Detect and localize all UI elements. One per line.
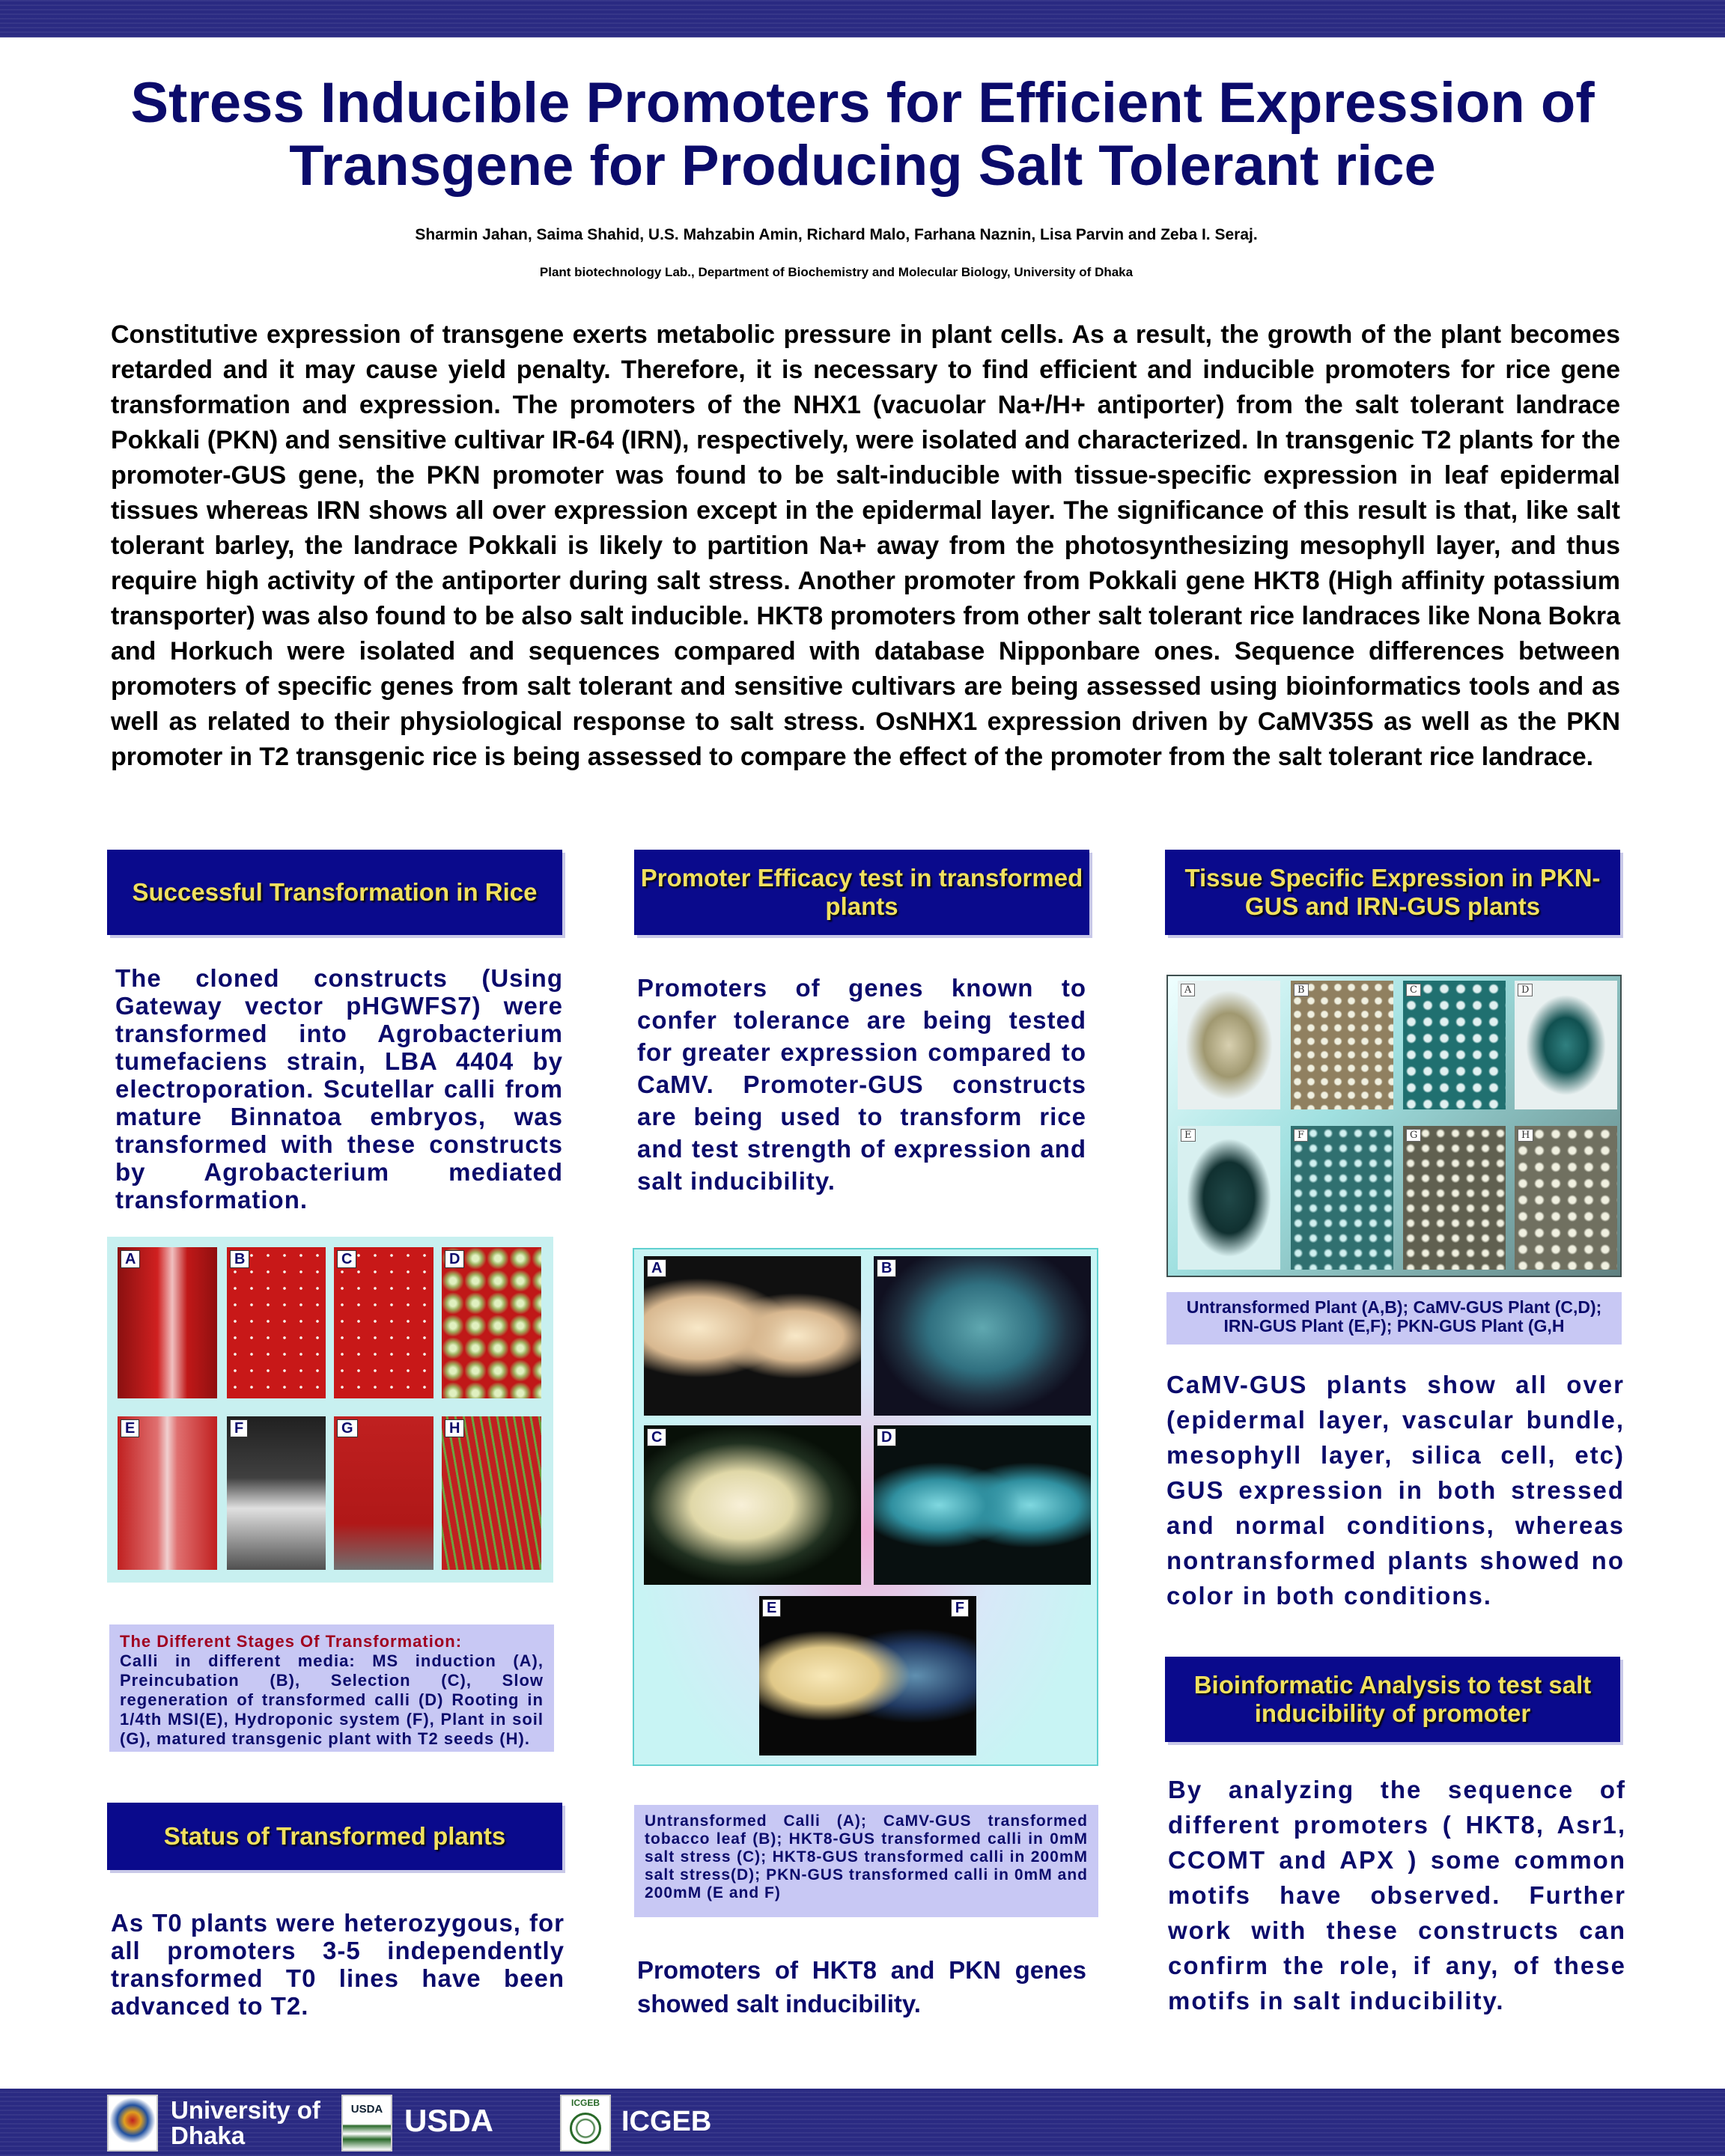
status-text: As T0 plants were heterozygous, for all promoters 3-5 independently transformed T0 lines have been advanced to T2. [111, 1909, 565, 2020]
panel-label: F [1294, 1129, 1308, 1142]
panel-label: F [230, 1419, 248, 1437]
transformation-caption [109, 1624, 554, 1752]
photo-f [227, 1416, 326, 1570]
photo-f [1291, 1126, 1393, 1270]
tissue-text: CaMV-GUS plants show all over (epidermal layer, vascular bundle, mesophyll layer, silica cell, etc) GUS expression in both stressed and normal conditions, whereas nontransformed plants showed no color in both conditions. [1166, 1371, 1625, 1610]
panel-label: G [337, 1419, 358, 1437]
panel-label: A [121, 1250, 140, 1268]
panel-label: E [762, 1599, 781, 1617]
photo-c [644, 1425, 861, 1585]
promoter-caption: Untransformed Calli (A); CaMV-GUS transformed tobacco leaf (B); HKT8-GUS transformed calli in 0mM salt stress (C); HKT8-GUS transformed calli in 200mM salt stress(D); PKN-GUS transformed calli in 0mM and 200mM (E and F) [634, 1805, 1098, 1917]
panel-label: C [337, 1250, 356, 1268]
tissue-figure [1166, 975, 1622, 1277]
photo-b [1291, 981, 1393, 1109]
photo-g [1403, 1126, 1506, 1270]
promoter-figure [633, 1248, 1098, 1766]
panel-label: H [445, 1419, 464, 1437]
caption-text: Calli in different media: MS induction (A), Preincubation (B), Selection (C), Slow regeneration of transformed calli (D) Rooting in 1/4th MSI(E), Hydroponic system (F), Plant in soil (G), matured transgenic plant with T2 seeds (H). [120, 1651, 544, 1748]
photo-d [1515, 981, 1617, 1109]
tissue-caption: Untransformed Plant (A,B); CaMV-GUS Plant (C,D); IRN-GUS Plant (E,F); PKN-GUS Plant (G,H [1166, 1292, 1622, 1345]
promoter-conclusion: Promoters of HKT8 and PKN genes showed salt inducibility. [637, 1956, 1086, 2018]
top-banner [0, 0, 1725, 37]
photo-a [644, 1256, 861, 1416]
panel-label: A [1181, 984, 1195, 996]
panel-label: D [877, 1428, 896, 1446]
photo-d [874, 1425, 1091, 1585]
photo-h [1515, 1126, 1617, 1270]
panel-label: E [121, 1419, 139, 1437]
abstract: Constitutive expression of transgene exerts metabolic pressure in plant cells. As a result, the growth of the plant becomes retarded and it may cause yield penalty. Therefore, it is necessary to find efficient and inducible promoters for rice gene transformation and expression. The promoters of the NHX1 (vacuolar Na+/H+ antiporter) from the salt tolerant landrace Pokkali (PKN) and sensitive cultivar IR-64 (IRN), respectively, were isolated and characterized. In transgenic T2 plants for the promoter-GUS gene, the PKN promoter was found to be salt-inducible with tissue-specific expression in leaf epidermal tissues whereas IRN shows all over expression except in the epidermal layer. The significance of this result is that, like salt tolerant barley, the landrace Pokkali is likely to partition Na+ away from the photosynthesizing mesophyll layer, and thus require high activity of the antiporter during salt stress. Another promoter from Pokkali gene HKT8 (High affinity potassium transporter) was also found to be also salt inducible. HKT8 promoters from other salt tolerant rice landraces like Nona Bokra and Horkuch were isolated and sequences compared with database Nipponbare ones. Sequence differences between promoters of specific genes from salt tolerant and sensitive cultivars are being assessed using bioinformatics tools and as well as related to their physiological response to salt stress. OsNHX1 expression driven by CaMV35S as well as the PKN promoter in T2 transgenic rice is being assessed to compare the effect of the promoter from the salt tolerant rice landrace. [111, 320, 1620, 771]
university-of-dhaka-label: University of Dhaka [171, 2096, 320, 2149]
section-header-transformation: Successful Transformation in Rice [107, 850, 562, 935]
photo-e-f [759, 1596, 976, 1755]
panel-label: F [951, 1599, 969, 1617]
photo-d [442, 1247, 541, 1398]
photo-e [1178, 1126, 1280, 1270]
photo-e [118, 1416, 217, 1570]
panel-label: B [230, 1250, 249, 1268]
photo-a [1178, 981, 1280, 1109]
icgeb-logo [560, 2095, 611, 2152]
panel-label: G [1406, 1129, 1421, 1142]
icgeb-label: ICGEB [621, 2106, 712, 2137]
promoter-text: Promoters of genes known to confer tolerance are being tested for greater expression compared to CaMV. Promoter-GUS constructs are being used to transform rice and test strength of expression and salt inducibility. [637, 974, 1086, 1195]
section-header-tissue: Tissue Specific Expression in PKN-GUS and IRN-GUS plants [1165, 850, 1620, 935]
globe-icon [570, 2113, 601, 2144]
panel-label: A [647, 1259, 666, 1277]
photo-b [874, 1256, 1091, 1416]
panel-label: D [1518, 984, 1533, 996]
panel-label: C [1406, 984, 1421, 996]
section-header-promoter: Promoter Efficacy test in transformed plants [634, 850, 1089, 935]
university-of-dhaka-logo [107, 2095, 158, 2152]
photo-c [334, 1247, 433, 1398]
photo-c [1403, 981, 1506, 1109]
photo-b [227, 1247, 326, 1398]
photo-a [118, 1247, 217, 1398]
section-header-bioinformatic: Bioinformatic Analysis to test salt inducibility of promoter [1165, 1657, 1620, 1742]
panel-label: B [877, 1259, 896, 1277]
photo-g [334, 1416, 433, 1570]
panel-label: H [1518, 1129, 1533, 1142]
transformation-text: The cloned constructs (Using Gateway vector pHGWFS7) were transformed into Agrobacterium tumefaciens strain, LBA 4404 by electroporation. Scutellar calli from mature Binnatoa embryos, was transformed with these constructs by Agrobacterium mediated transformation. [115, 964, 563, 1213]
authors: Sharmin Jahan, Saima Shahid, U.S. Mahzabin Amin, Richard Malo, Farhana Naznin, Lisa Parvin and Zeba I. Seraj. [415, 226, 1258, 243]
panel-label: B [1294, 984, 1309, 996]
usda-label: USDA [404, 2103, 494, 2138]
panel-label: C [647, 1428, 666, 1446]
poster-title: Stress Inducible Promoters for Efficient Expression of Transgene for Producing Salt Tolerant rice [130, 71, 1595, 198]
section-header-status: Status of Transformed plants [107, 1803, 562, 1870]
usda-logo: USDA [341, 2095, 392, 2152]
transformation-figure [107, 1237, 553, 1583]
panel-label: D [445, 1250, 464, 1268]
affiliation: Plant biotechnology Lab., Department of Biochemistry and Molecular Biology, University of Dhaka [539, 265, 1134, 279]
panel-label: E [1181, 1129, 1196, 1142]
photo-h [442, 1416, 541, 1570]
bioinformatic-text: By analyzing the sequence of different promoters ( HKT8, Asr1, CCOMT and APX ) some common motifs have observed. Further work with these constructs can confirm the role, if any, of these motifs in salt inducibility. [1168, 1776, 1626, 2015]
icgeb-logo-text: ICGEB [571, 2098, 600, 2108]
caption-title: The Different Stages Of Transformation: [120, 1632, 463, 1651]
